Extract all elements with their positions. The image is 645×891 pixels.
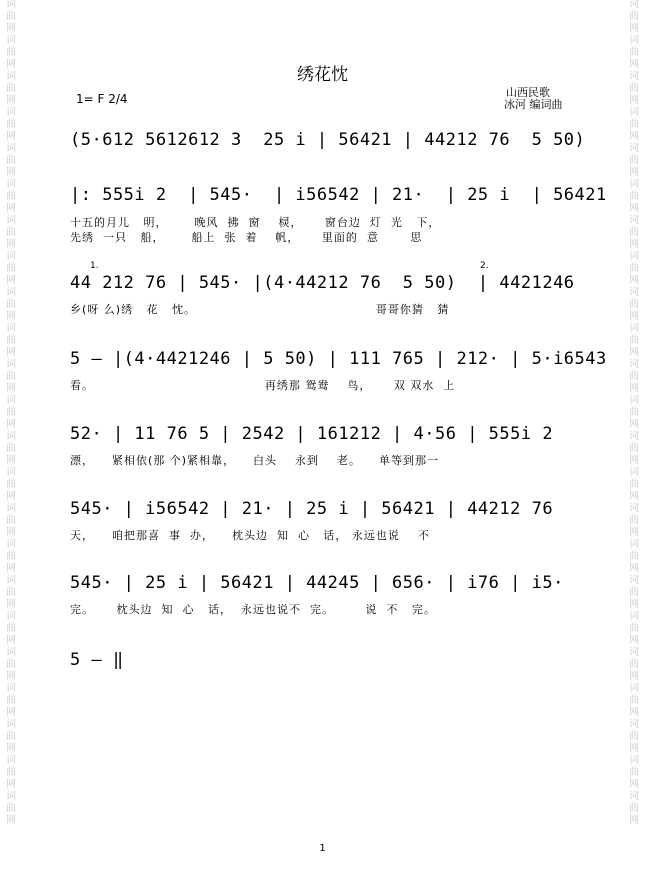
watermark-char: 词 [629, 143, 639, 154]
watermark-char: 词 [6, 755, 16, 766]
watermark-char: 曲 [6, 299, 16, 310]
watermark-char: 网 [629, 599, 639, 610]
watermark-char: 曲 [629, 263, 639, 274]
watermark-char: 曲 [629, 551, 639, 562]
watermark-char: 曲 [6, 407, 16, 418]
watermark-char: 词 [6, 791, 16, 802]
watermark-char: 网 [629, 563, 639, 574]
watermark-char: 网 [6, 815, 16, 826]
notes-line-5: 52· | 11 76 5 | 2542 | 161212 | 4·56 | 555i 2 [70, 424, 554, 444]
watermark-char: 词 [629, 323, 639, 334]
watermark-char: 词 [6, 431, 16, 442]
watermark-char: 曲 [6, 227, 16, 238]
watermark-char: 网 [6, 707, 16, 718]
watermark-char: 词 [629, 755, 639, 766]
watermark-char: 曲 [6, 119, 16, 130]
watermark-char: 网 [629, 347, 639, 358]
watermark-char: 网 [6, 383, 16, 394]
song-title: 绣花忱 [297, 65, 348, 85]
watermark-char: 曲 [6, 551, 16, 562]
watermark-char: 词 [629, 647, 639, 658]
watermark-char: 网 [629, 671, 639, 682]
watermark-char: 词 [629, 575, 639, 586]
watermark-char: 网 [629, 95, 639, 106]
watermark-char: 网 [629, 707, 639, 718]
watermark-char: 词 [629, 251, 639, 262]
watermark-char: 词 [629, 395, 639, 406]
watermark-char: 网 [629, 167, 639, 178]
watermark-char: 曲 [6, 155, 16, 166]
watermark-char: 词 [6, 647, 16, 658]
watermark-char: 词 [629, 71, 639, 82]
watermark-char: 曲 [629, 299, 639, 310]
watermark-char: 词 [6, 287, 16, 298]
watermark-char: 网 [629, 491, 639, 502]
watermark-char: 网 [6, 347, 16, 358]
watermark-char: 词 [629, 215, 639, 226]
watermark-char: 词 [6, 0, 16, 10]
watermark-char: 曲 [629, 587, 639, 598]
watermark-char: 曲 [629, 731, 639, 742]
watermark-char: 曲 [6, 515, 16, 526]
watermark-char: 网 [629, 419, 639, 430]
watermark-char: 词 [6, 467, 16, 478]
watermark-char: 曲 [629, 191, 639, 202]
watermark-char: 曲 [6, 659, 16, 670]
watermark-char: 词 [6, 35, 16, 46]
watermark-char: 词 [629, 287, 639, 298]
volta-2-marker: 2. [480, 261, 489, 271]
watermark-char: 曲 [6, 695, 16, 706]
watermark-char: 词 [6, 575, 16, 586]
watermark-char: 曲 [6, 803, 16, 814]
watermark-char: 网 [6, 779, 16, 790]
watermark-char: 曲 [6, 263, 16, 274]
watermark-char: 曲 [629, 695, 639, 706]
watermark-char: 曲 [6, 335, 16, 346]
notes-line-4: 5 — |(4·4421246 | 5 50) | 111 765 | 212· | 5·i6543 [70, 349, 607, 369]
watermark-char: 词 [629, 359, 639, 370]
watermark-char: 词 [629, 467, 639, 478]
watermark-char: 网 [629, 383, 639, 394]
watermark-char: 网 [6, 203, 16, 214]
watermark-char: 网 [629, 815, 639, 826]
watermark-char: 词 [629, 611, 639, 622]
watermark-char: 曲 [629, 803, 639, 814]
watermark-char: 网 [629, 635, 639, 646]
watermark-char: 网 [6, 131, 16, 142]
watermark-char: 曲 [629, 515, 639, 526]
watermark-char: 曲 [6, 371, 16, 382]
watermark-char: 网 [6, 95, 16, 106]
watermark-char: 词 [6, 683, 16, 694]
watermark-char: 网 [6, 239, 16, 250]
notes-line-3: 44 212 76 | 545· |(4·44212 76 5 50) | 4421246 [70, 273, 575, 293]
watermark-char: 网 [6, 167, 16, 178]
watermark-char: 曲 [629, 11, 639, 22]
watermark-char: 词 [6, 323, 16, 334]
watermark-char: 网 [6, 635, 16, 646]
watermark-char: 词 [629, 791, 639, 802]
watermark-char: 网 [6, 527, 16, 538]
watermark-char: 曲 [6, 587, 16, 598]
lyric-line-3: 乡(呀 么)绣 花 忱。 哥哥你猜 猜 [70, 303, 450, 316]
watermark-char: 词 [629, 107, 639, 118]
watermark-char: 网 [629, 275, 639, 286]
watermark-char: 曲 [6, 479, 16, 490]
watermark-char: 词 [6, 251, 16, 262]
song-source: 山西民歌 [506, 86, 550, 99]
watermark-char: 网 [629, 23, 639, 34]
watermark-char: 曲 [6, 623, 16, 634]
watermark-char: 词 [629, 431, 639, 442]
watermark-char: 词 [6, 179, 16, 190]
watermark-char: 曲 [629, 119, 639, 130]
notes-line-8: 5 — ‖ [70, 650, 124, 670]
watermark-char: 词 [629, 0, 639, 10]
watermark-char: 曲 [6, 191, 16, 202]
watermark-char: 曲 [629, 83, 639, 94]
watermark-char: 网 [629, 59, 639, 70]
watermark-char: 曲 [629, 767, 639, 778]
lyric-line-2b: 先绣 一只 船， 船上 张 着 帆， 里面的 意 思 [70, 231, 423, 244]
watermark-char: 网 [6, 491, 16, 502]
watermark-char: 曲 [629, 371, 639, 382]
watermark-char: 词 [6, 215, 16, 226]
watermark-char: 曲 [629, 443, 639, 454]
watermark-char: 网 [6, 599, 16, 610]
watermark-char: 网 [629, 239, 639, 250]
watermark-char: 词 [629, 179, 639, 190]
notes-line-6: 545· | i56542 | 21· | 25 i | 56421 | 44212 76 [70, 499, 554, 519]
watermark-char: 曲 [629, 479, 639, 490]
watermark-char: 曲 [629, 335, 639, 346]
lyric-line-4: 看。 再绣那 鸳鸯 鸟， 双 双水 上 [70, 379, 456, 392]
lyric-line-2a: 十五的月儿 明， 晚风 拂 窗 棂， 窗台边 灯 光 下， [70, 216, 441, 229]
lyric-line-6: 天， 咱把那喜 事 办， 枕头边 知 心 话， 永远也说 不 [70, 529, 430, 542]
watermark-char: 网 [6, 455, 16, 466]
notes-line-1: (5·612 5612612 3 25 i | 56421 | 44212 76 5 50) [70, 130, 586, 150]
watermark-char: 网 [6, 743, 16, 754]
watermark-char: 网 [6, 563, 16, 574]
watermark-right [623, 0, 645, 891]
watermark-char: 词 [6, 359, 16, 370]
song-author: 冰河 编词曲 [504, 98, 563, 111]
watermark-char: 曲 [629, 623, 639, 634]
watermark-char: 词 [6, 611, 16, 622]
watermark-char: 网 [629, 779, 639, 790]
watermark-char: 曲 [629, 407, 639, 418]
watermark-char: 词 [6, 539, 16, 550]
watermark-char: 曲 [629, 227, 639, 238]
key-signature: 1= F 2/4 [76, 92, 128, 106]
lyric-line-5: 漂， 紧相依(那 个)紧相靠， 白头 永到 老。 单等到那一 [70, 454, 440, 467]
watermark-char: 词 [6, 143, 16, 154]
watermark-char: 网 [629, 455, 639, 466]
watermark-char: 词 [629, 719, 639, 730]
watermark-char: 网 [629, 743, 639, 754]
watermark-char: 网 [6, 671, 16, 682]
watermark-char: 词 [6, 503, 16, 514]
lyric-line-7: 完。 枕头边 知 心 话， 永远也说不 完。 说 不 完。 [70, 603, 436, 616]
watermark-char: 词 [629, 35, 639, 46]
volta-1-marker: 1. [90, 261, 99, 271]
watermark-char: 网 [629, 131, 639, 142]
watermark-char: 词 [629, 539, 639, 550]
watermark-left [0, 0, 22, 891]
watermark-char: 网 [629, 311, 639, 322]
watermark-char: 网 [629, 527, 639, 538]
watermark-char: 曲 [6, 767, 16, 778]
notes-line-2: |: 555i 2 | 545· | i56542 | 21· | 25 i | 56421 [70, 185, 607, 205]
watermark-char: 网 [6, 59, 16, 70]
page-number: 1 [319, 843, 326, 854]
watermark-char: 曲 [6, 731, 16, 742]
watermark-char: 网 [6, 23, 16, 34]
notes-line-7: 545· | 25 i | 56421 | 44245 | 656· | i76 | i5· [70, 573, 564, 593]
watermark-char: 词 [6, 395, 16, 406]
watermark-char: 网 [629, 203, 639, 214]
watermark-char: 网 [6, 311, 16, 322]
watermark-char: 曲 [629, 659, 639, 670]
watermark-char: 词 [629, 683, 639, 694]
watermark-char: 曲 [629, 47, 639, 58]
watermark-char: 网 [6, 275, 16, 286]
watermark-char: 曲 [6, 443, 16, 454]
watermark-char: 词 [6, 71, 16, 82]
watermark-char: 曲 [6, 83, 16, 94]
watermark-char: 曲 [629, 155, 639, 166]
watermark-char: 曲 [6, 47, 16, 58]
watermark-char: 词 [6, 107, 16, 118]
watermark-char: 词 [6, 719, 16, 730]
watermark-char: 词 [629, 503, 639, 514]
watermark-char: 网 [6, 419, 16, 430]
watermark-char: 曲 [6, 11, 16, 22]
